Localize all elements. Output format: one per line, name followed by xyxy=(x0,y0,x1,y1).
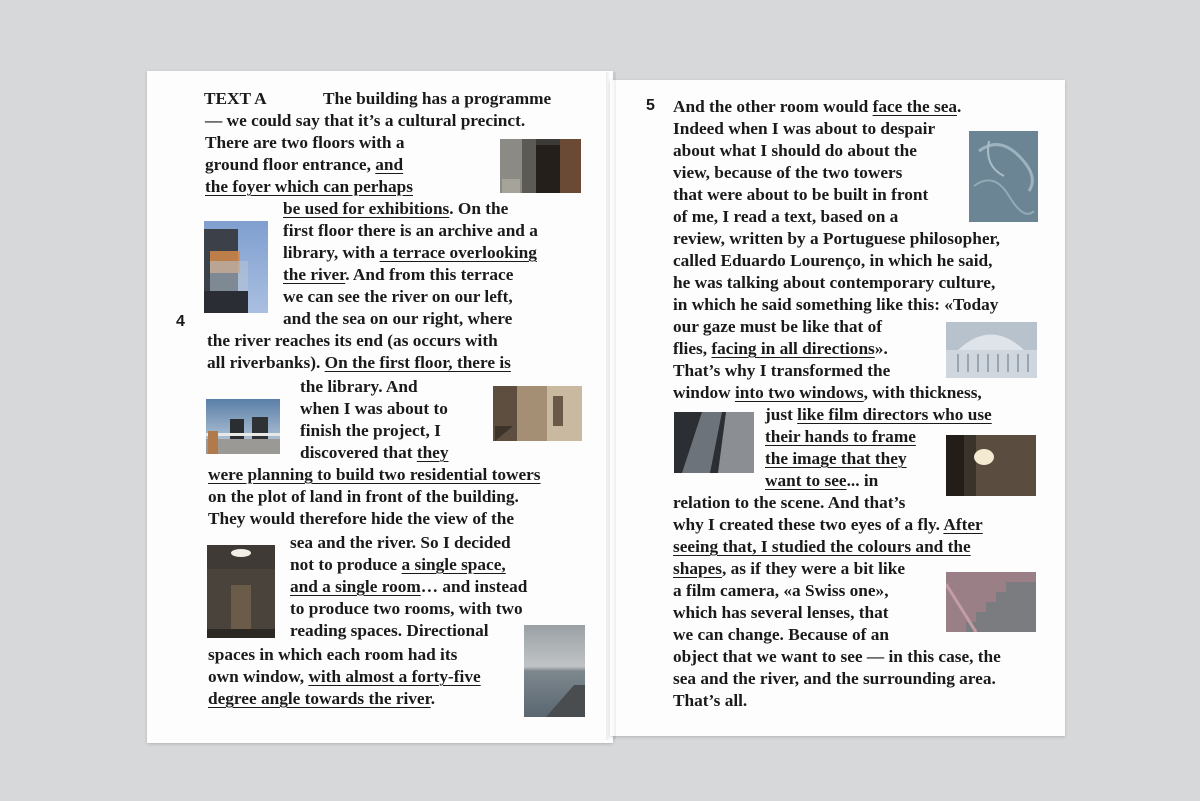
text-segment: reading spaces. Directional xyxy=(290,621,489,640)
right-page-line xyxy=(673,184,928,206)
text-segment: to produce two rooms, with two xyxy=(290,599,523,618)
text-segment: of me, I read a text, based on a xyxy=(673,207,899,226)
text-segment: the river reaches its end (as occurs with xyxy=(207,331,498,350)
underlined-text: the river xyxy=(283,265,346,284)
right-page-line xyxy=(673,206,898,228)
page-number-left: 4 xyxy=(176,313,185,330)
left-page-line xyxy=(205,132,405,154)
text-segment: That’s all. xyxy=(673,691,748,710)
underlined-text: the foyer which can perhaps xyxy=(205,177,414,196)
underlined-text: want to see xyxy=(765,471,847,490)
text-segment: , with thickness, xyxy=(863,383,982,402)
text-segment: . xyxy=(957,97,962,116)
right-page-line xyxy=(673,690,747,712)
text-segment: . And from this terrace xyxy=(345,265,514,284)
left-page-line xyxy=(207,330,498,352)
page-number-right: 5 xyxy=(646,97,655,114)
text-segment: just xyxy=(765,405,798,424)
right-page-line xyxy=(673,558,905,580)
underlined-text: into two windows xyxy=(734,383,864,402)
left-page-line xyxy=(290,532,511,554)
text-segment: why I created these two eyes of a fly. xyxy=(673,515,944,534)
underlined-text: shapes xyxy=(673,559,722,578)
text-segment: when I was about to xyxy=(300,399,448,418)
glass-balcony-photo xyxy=(204,221,268,313)
right-page-line xyxy=(673,514,983,536)
text-segment: . On the xyxy=(449,199,509,218)
left-page-line xyxy=(290,554,506,576)
underlined-text: were planning to build two residential towers xyxy=(208,465,541,484)
text-segment: about what I should do about the xyxy=(673,141,917,160)
text-segment: That’s why I transformed the xyxy=(673,361,891,380)
underlined-text: a single space, xyxy=(401,555,506,574)
right-page-line xyxy=(673,140,917,162)
left-page-line xyxy=(283,220,538,242)
text-segment: we can change. Because of an xyxy=(673,625,889,644)
text-segment: we can see the river on our left, xyxy=(283,287,513,306)
left-page-line xyxy=(208,508,514,530)
left-page-line xyxy=(283,242,537,264)
text-segment: called Eduardo Lourenço, in which he said, xyxy=(673,251,993,270)
text-segment: a film camera, «a Swiss one», xyxy=(673,581,889,600)
left-page-line xyxy=(205,154,403,176)
right-page-line xyxy=(673,294,998,316)
left-page-line xyxy=(323,88,551,110)
right-page-line xyxy=(673,250,992,272)
right-page-line xyxy=(673,338,888,360)
underlined-text: be used for exhibitions xyxy=(283,199,450,218)
text-segment: object that we want to see — in this case, the xyxy=(673,647,1001,666)
text-segment: sea and the river, and the surrounding area. xyxy=(673,669,996,688)
text-segment: not to produce xyxy=(290,555,402,574)
right-page-line xyxy=(673,602,889,624)
text-segment: all riverbanks). xyxy=(207,353,325,372)
right-page-line xyxy=(673,382,982,404)
underlined-text: they xyxy=(416,443,449,462)
text-segment: finish the project, I xyxy=(300,421,441,440)
right-page-line xyxy=(673,624,889,646)
underlined-text: face the sea xyxy=(872,97,958,116)
text-segment: library, with xyxy=(283,243,380,262)
text-segment: relation to the scene. And that’s xyxy=(673,493,906,512)
right-page-line xyxy=(673,118,935,140)
text-segment: our gaze must be like that of xyxy=(673,317,882,336)
text-segment: the library. And xyxy=(300,377,418,396)
text-segment: , as if they were a bit like xyxy=(721,559,906,578)
right-page-line xyxy=(765,470,878,492)
wall-lamp-photo xyxy=(946,435,1036,496)
right-page-line xyxy=(673,316,882,338)
right-page-line xyxy=(673,668,996,690)
text-segment: that were about to be built in front xyxy=(673,185,929,204)
left-page-line xyxy=(283,308,512,330)
left-page-line xyxy=(208,464,541,486)
underlined-text: their hands to frame xyxy=(765,427,916,446)
text-segment: ». xyxy=(874,339,888,358)
text-segment: he was talking about contemporary culture, xyxy=(673,273,996,292)
text-segment: . xyxy=(430,689,436,708)
left-page-line xyxy=(208,644,457,666)
text-segment: Indeed when I was about to despair xyxy=(673,119,936,138)
text-segment: … and instead xyxy=(420,577,528,596)
left-page-line xyxy=(205,110,525,132)
left-page-line xyxy=(283,264,513,286)
dark-corridor-photo xyxy=(500,139,581,193)
underlined-text: seeing that, I studied the colours and the xyxy=(673,537,971,556)
stairwell-photo xyxy=(493,386,582,441)
blue-texture-photo xyxy=(969,131,1038,222)
underlined-text: and a single room xyxy=(290,577,421,596)
underlined-text: with almost a forty-five xyxy=(308,667,481,686)
text-segment: And the other room would xyxy=(673,97,873,116)
underlined-text: degree angle towards the river xyxy=(208,689,431,708)
underlined-text: facing in all directions xyxy=(711,339,875,358)
right-page-line xyxy=(673,360,890,382)
underlined-text: the image that they xyxy=(765,449,907,468)
right-page-line xyxy=(673,646,1001,668)
underlined-text: On the first floor, there is xyxy=(324,353,511,372)
left-page-line xyxy=(208,486,519,508)
right-page-line xyxy=(673,580,889,602)
left-page-line xyxy=(300,398,448,420)
left-page-line xyxy=(207,352,511,374)
text-segment: spaces in which each room had its xyxy=(208,645,458,664)
text-segment: window xyxy=(673,383,735,402)
right-page-line xyxy=(765,426,916,448)
underlined-text: and xyxy=(375,155,404,174)
text-segment: They would therefore hide the view of the xyxy=(208,509,515,528)
text-segment: view, because of the two towers xyxy=(673,163,903,182)
left-page-line xyxy=(208,688,435,710)
left-page-line xyxy=(300,442,449,464)
twin-towers-photo xyxy=(206,399,280,454)
pink-staircase-photo xyxy=(946,572,1036,632)
text-heading: TEXT A xyxy=(204,89,267,108)
left-page-line xyxy=(283,286,513,308)
right-page-line xyxy=(673,162,902,184)
text-segment: — we could say that it’s a cultural precinct. xyxy=(205,111,526,130)
text-segment: The building has a programme xyxy=(323,89,552,108)
right-page-line xyxy=(673,492,905,514)
text-segment: which has several lenses, that xyxy=(673,603,889,622)
left-page-line xyxy=(283,198,508,220)
right-page-line xyxy=(765,448,907,470)
left-page-line xyxy=(290,598,523,620)
text-segment: ... in xyxy=(846,471,879,490)
right-page-line xyxy=(673,96,961,118)
text-segment: review, written by a Portuguese philosopher, xyxy=(673,229,1000,248)
left-page-line xyxy=(208,666,481,688)
text-segment: flies, xyxy=(673,339,712,358)
left-page-line xyxy=(290,620,489,642)
white-balcony-photo xyxy=(946,322,1037,378)
left-page-line xyxy=(300,420,441,442)
text-segment: discovered that xyxy=(300,443,417,462)
text-segment: in which he said something like this: «Today xyxy=(673,295,999,314)
text-segment: first floor there is an archive and a xyxy=(283,221,538,240)
text-segment: ground floor entrance, xyxy=(205,155,376,174)
text-segment: own window, xyxy=(208,667,309,686)
left-page-line xyxy=(300,376,418,398)
sea-horizon-photo xyxy=(524,625,585,717)
page-gutter xyxy=(606,72,616,740)
double-window-photo xyxy=(674,412,754,473)
right-page-line xyxy=(673,272,995,294)
right-page-line xyxy=(673,228,1000,250)
right-page-line xyxy=(673,536,971,558)
left-page-line xyxy=(205,176,413,198)
right-page-line xyxy=(765,404,992,426)
text-segment: There are two floors with a xyxy=(205,133,405,152)
left-page-line xyxy=(290,576,527,598)
underlined-text: like film directors who use xyxy=(797,405,992,424)
lit-doorway-photo xyxy=(207,545,275,638)
text-segment: on the plot of land in front of the building. xyxy=(208,487,519,506)
text-segment: sea and the river. So I decided xyxy=(290,533,511,552)
text-segment: and the sea on our right, where xyxy=(283,309,513,328)
underlined-text: After xyxy=(943,515,983,534)
underlined-text: a terrace overlooking xyxy=(379,243,537,262)
